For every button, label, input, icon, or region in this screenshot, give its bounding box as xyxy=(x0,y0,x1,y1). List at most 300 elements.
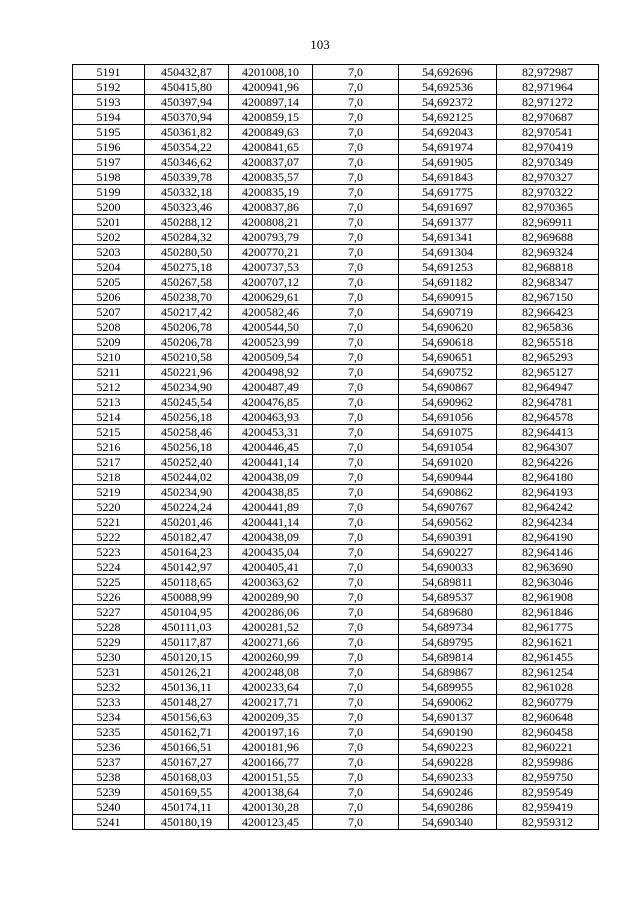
longitude-cell: 82,972987 xyxy=(497,65,599,80)
point-number-cell: 5230 xyxy=(73,650,145,665)
table-row xyxy=(73,290,599,305)
latitude-cell: 54,689680 xyxy=(399,605,497,620)
height-cell: 7,0 xyxy=(313,80,399,95)
latitude-cell: 54,691253 xyxy=(399,260,497,275)
latitude-cell: 54,690228 xyxy=(399,755,497,770)
point-number-cell: 5229 xyxy=(73,635,145,650)
table-row xyxy=(73,755,599,770)
point-number-cell: 5197 xyxy=(73,155,145,170)
longitude-cell: 82,964781 xyxy=(497,395,599,410)
y-coordinate-cell: 4201008,10 xyxy=(229,65,313,80)
y-coordinate-cell: 4200281,52 xyxy=(229,620,313,635)
x-coordinate-cell: 450164,23 xyxy=(145,545,229,560)
table-row xyxy=(73,500,599,515)
latitude-cell: 54,690752 xyxy=(399,365,497,380)
y-coordinate-cell: 4200405,41 xyxy=(229,560,313,575)
table-row xyxy=(73,320,599,335)
longitude-cell: 82,964226 xyxy=(497,455,599,470)
longitude-cell: 82,964242 xyxy=(497,500,599,515)
height-cell: 7,0 xyxy=(313,665,399,680)
latitude-cell: 54,690137 xyxy=(399,710,497,725)
height-cell: 7,0 xyxy=(313,650,399,665)
longitude-cell: 82,971272 xyxy=(497,95,599,110)
table-row xyxy=(73,470,599,485)
y-coordinate-cell: 4200138,64 xyxy=(229,785,313,800)
longitude-cell: 82,965127 xyxy=(497,365,599,380)
point-number-cell: 5234 xyxy=(73,710,145,725)
table-row xyxy=(73,455,599,470)
point-number-cell: 5221 xyxy=(73,515,145,530)
table-row xyxy=(73,65,599,80)
y-coordinate-cell: 4200629,61 xyxy=(229,290,313,305)
y-coordinate-cell: 4200438,09 xyxy=(229,470,313,485)
table-row xyxy=(73,785,599,800)
latitude-cell: 54,690915 xyxy=(399,290,497,305)
point-number-cell: 5235 xyxy=(73,725,145,740)
table-row xyxy=(73,515,599,530)
point-number-cell: 5196 xyxy=(73,140,145,155)
y-coordinate-cell: 4200837,86 xyxy=(229,200,313,215)
table-row xyxy=(73,605,599,620)
point-number-cell: 5225 xyxy=(73,575,145,590)
table-row xyxy=(73,665,599,680)
x-coordinate-cell: 450180,19 xyxy=(145,815,229,830)
height-cell: 7,0 xyxy=(313,125,399,140)
point-number-cell: 5222 xyxy=(73,530,145,545)
x-coordinate-cell: 450167,27 xyxy=(145,755,229,770)
height-cell: 7,0 xyxy=(313,185,399,200)
height-cell: 7,0 xyxy=(313,755,399,770)
x-coordinate-cell: 450156,63 xyxy=(145,710,229,725)
x-coordinate-cell: 450182,47 xyxy=(145,530,229,545)
page-number: 103 xyxy=(310,37,330,52)
x-coordinate-cell: 450234,90 xyxy=(145,380,229,395)
x-coordinate-cell: 450370,94 xyxy=(145,110,229,125)
height-cell: 7,0 xyxy=(313,770,399,785)
longitude-cell: 82,970322 xyxy=(497,185,599,200)
table-row xyxy=(73,365,599,380)
latitude-cell: 54,692372 xyxy=(399,95,497,110)
height-cell: 7,0 xyxy=(313,290,399,305)
y-coordinate-cell: 4200859,15 xyxy=(229,110,313,125)
longitude-cell: 82,959549 xyxy=(497,785,599,800)
point-number-cell: 5193 xyxy=(73,95,145,110)
table-row xyxy=(73,710,599,725)
longitude-cell: 82,960779 xyxy=(497,695,599,710)
height-cell: 7,0 xyxy=(313,260,399,275)
height-cell: 7,0 xyxy=(313,350,399,365)
latitude-cell: 54,689734 xyxy=(399,620,497,635)
y-coordinate-cell: 4200130,28 xyxy=(229,800,313,815)
y-coordinate-cell: 4200197,16 xyxy=(229,725,313,740)
longitude-cell: 82,968347 xyxy=(497,275,599,290)
height-cell: 7,0 xyxy=(313,425,399,440)
table-row xyxy=(73,650,599,665)
y-coordinate-cell: 4200453,31 xyxy=(229,425,313,440)
x-coordinate-cell: 450201,46 xyxy=(145,515,229,530)
latitude-cell: 54,691056 xyxy=(399,410,497,425)
x-coordinate-cell: 450354,22 xyxy=(145,140,229,155)
height-cell: 7,0 xyxy=(313,620,399,635)
x-coordinate-cell: 450432,87 xyxy=(145,65,229,80)
latitude-cell: 54,690227 xyxy=(399,545,497,560)
y-coordinate-cell: 4200260,99 xyxy=(229,650,313,665)
point-number-cell: 5202 xyxy=(73,230,145,245)
y-coordinate-cell: 4200233,64 xyxy=(229,680,313,695)
height-cell: 7,0 xyxy=(313,170,399,185)
longitude-cell: 82,966423 xyxy=(497,305,599,320)
height-cell: 7,0 xyxy=(313,710,399,725)
x-coordinate-cell: 450136,11 xyxy=(145,680,229,695)
height-cell: 7,0 xyxy=(313,110,399,125)
height-cell: 7,0 xyxy=(313,530,399,545)
latitude-cell: 54,689955 xyxy=(399,680,497,695)
y-coordinate-cell: 4200837,07 xyxy=(229,155,313,170)
latitude-cell: 54,691341 xyxy=(399,230,497,245)
x-coordinate-cell: 450288,12 xyxy=(145,215,229,230)
x-coordinate-cell: 450415,80 xyxy=(145,80,229,95)
latitude-cell: 54,689537 xyxy=(399,590,497,605)
table-row xyxy=(73,800,599,815)
point-number-cell: 5238 xyxy=(73,770,145,785)
table-row xyxy=(73,380,599,395)
latitude-cell: 54,692043 xyxy=(399,125,497,140)
latitude-cell: 54,690340 xyxy=(399,815,497,830)
point-number-cell: 5208 xyxy=(73,320,145,335)
latitude-cell: 54,689814 xyxy=(399,650,497,665)
x-coordinate-cell: 450210,58 xyxy=(145,350,229,365)
y-coordinate-cell: 4200737,53 xyxy=(229,260,313,275)
point-number-cell: 5228 xyxy=(73,620,145,635)
longitude-cell: 82,959312 xyxy=(497,815,599,830)
point-number-cell: 5217 xyxy=(73,455,145,470)
y-coordinate-cell: 4200123,45 xyxy=(229,815,313,830)
longitude-cell: 82,961846 xyxy=(497,605,599,620)
x-coordinate-cell: 450088,99 xyxy=(145,590,229,605)
latitude-cell: 54,690246 xyxy=(399,785,497,800)
point-number-cell: 5191 xyxy=(73,65,145,80)
y-coordinate-cell: 4200544,50 xyxy=(229,320,313,335)
longitude-cell: 82,970349 xyxy=(497,155,599,170)
latitude-cell: 54,689867 xyxy=(399,665,497,680)
point-number-cell: 5212 xyxy=(73,380,145,395)
longitude-cell: 82,961775 xyxy=(497,620,599,635)
table-row xyxy=(73,425,599,440)
height-cell: 7,0 xyxy=(313,695,399,710)
height-cell: 7,0 xyxy=(313,380,399,395)
height-cell: 7,0 xyxy=(313,575,399,590)
latitude-cell: 54,690033 xyxy=(399,560,497,575)
latitude-cell: 54,690062 xyxy=(399,695,497,710)
point-number-cell: 5200 xyxy=(73,200,145,215)
latitude-cell: 54,690190 xyxy=(399,725,497,740)
latitude-cell: 54,689795 xyxy=(399,635,497,650)
point-number-cell: 5204 xyxy=(73,260,145,275)
table-row xyxy=(73,770,599,785)
table-row xyxy=(73,440,599,455)
height-cell: 7,0 xyxy=(313,305,399,320)
point-number-cell: 5224 xyxy=(73,560,145,575)
x-coordinate-cell: 450174,11 xyxy=(145,800,229,815)
point-number-cell: 5219 xyxy=(73,485,145,500)
y-coordinate-cell: 4200793,79 xyxy=(229,230,313,245)
point-number-cell: 5218 xyxy=(73,470,145,485)
y-coordinate-cell: 4200476,85 xyxy=(229,395,313,410)
x-coordinate-cell: 450206,78 xyxy=(145,335,229,350)
y-coordinate-cell: 4200441,14 xyxy=(229,515,313,530)
table-row xyxy=(73,545,599,560)
table-row xyxy=(73,635,599,650)
latitude-cell: 54,692696 xyxy=(399,65,497,80)
x-coordinate-cell: 450346,62 xyxy=(145,155,229,170)
point-number-cell: 5206 xyxy=(73,290,145,305)
table-row xyxy=(73,725,599,740)
height-cell: 7,0 xyxy=(313,785,399,800)
table-row xyxy=(73,575,599,590)
latitude-cell: 54,690286 xyxy=(399,800,497,815)
table-row xyxy=(73,590,599,605)
table-row xyxy=(73,680,599,695)
x-coordinate-cell: 450206,78 xyxy=(145,320,229,335)
table-row xyxy=(73,350,599,365)
height-cell: 7,0 xyxy=(313,200,399,215)
table-row xyxy=(73,740,599,755)
x-coordinate-cell: 450397,94 xyxy=(145,95,229,110)
y-coordinate-cell: 4200446,45 xyxy=(229,440,313,455)
height-cell: 7,0 xyxy=(313,500,399,515)
coordinates-table xyxy=(72,64,599,830)
point-number-cell: 5223 xyxy=(73,545,145,560)
y-coordinate-cell: 4200835,57 xyxy=(229,170,313,185)
point-number-cell: 5205 xyxy=(73,275,145,290)
table-row xyxy=(73,125,599,140)
latitude-cell: 54,690233 xyxy=(399,770,497,785)
point-number-cell: 5199 xyxy=(73,185,145,200)
y-coordinate-cell: 4200363,62 xyxy=(229,575,313,590)
point-number-cell: 5239 xyxy=(73,785,145,800)
y-coordinate-cell: 4200441,14 xyxy=(229,455,313,470)
y-coordinate-cell: 4200438,09 xyxy=(229,530,313,545)
table-row xyxy=(73,95,599,110)
latitude-cell: 54,692536 xyxy=(399,80,497,95)
y-coordinate-cell: 4200582,46 xyxy=(229,305,313,320)
longitude-cell: 82,961028 xyxy=(497,680,599,695)
longitude-cell: 82,970687 xyxy=(497,110,599,125)
x-coordinate-cell: 450126,21 xyxy=(145,665,229,680)
latitude-cell: 54,691843 xyxy=(399,170,497,185)
latitude-cell: 54,690618 xyxy=(399,335,497,350)
longitude-cell: 82,959419 xyxy=(497,800,599,815)
x-coordinate-cell: 450323,46 xyxy=(145,200,229,215)
y-coordinate-cell: 4200271,66 xyxy=(229,635,313,650)
latitude-cell: 54,691182 xyxy=(399,275,497,290)
table-row xyxy=(73,485,599,500)
point-number-cell: 5214 xyxy=(73,410,145,425)
height-cell: 7,0 xyxy=(313,605,399,620)
table-row xyxy=(73,245,599,260)
longitude-cell: 82,964947 xyxy=(497,380,599,395)
longitude-cell: 82,964180 xyxy=(497,470,599,485)
y-coordinate-cell: 4200841,65 xyxy=(229,140,313,155)
y-coordinate-cell: 4200286,06 xyxy=(229,605,313,620)
x-coordinate-cell: 450275,18 xyxy=(145,260,229,275)
point-number-cell: 5210 xyxy=(73,350,145,365)
height-cell: 7,0 xyxy=(313,245,399,260)
x-coordinate-cell: 450256,18 xyxy=(145,410,229,425)
point-number-cell: 5236 xyxy=(73,740,145,755)
height-cell: 7,0 xyxy=(313,155,399,170)
longitude-cell: 82,960648 xyxy=(497,710,599,725)
point-number-cell: 5216 xyxy=(73,440,145,455)
point-number-cell: 5240 xyxy=(73,800,145,815)
x-coordinate-cell: 450245,54 xyxy=(145,395,229,410)
latitude-cell: 54,690223 xyxy=(399,740,497,755)
y-coordinate-cell: 4200248,08 xyxy=(229,665,313,680)
latitude-cell: 54,691974 xyxy=(399,140,497,155)
table-row xyxy=(73,815,599,830)
latitude-cell: 54,690391 xyxy=(399,530,497,545)
table-row xyxy=(73,80,599,95)
height-cell: 7,0 xyxy=(313,470,399,485)
point-number-cell: 5232 xyxy=(73,680,145,695)
y-coordinate-cell: 4200707,12 xyxy=(229,275,313,290)
longitude-cell: 82,964413 xyxy=(497,425,599,440)
latitude-cell: 54,691697 xyxy=(399,200,497,215)
height-cell: 7,0 xyxy=(313,65,399,80)
x-coordinate-cell: 450166,51 xyxy=(145,740,229,755)
height-cell: 7,0 xyxy=(313,335,399,350)
height-cell: 7,0 xyxy=(313,815,399,830)
point-number-cell: 5226 xyxy=(73,590,145,605)
latitude-cell: 54,691054 xyxy=(399,440,497,455)
y-coordinate-cell: 4200509,54 xyxy=(229,350,313,365)
height-cell: 7,0 xyxy=(313,590,399,605)
latitude-cell: 54,690719 xyxy=(399,305,497,320)
x-coordinate-cell: 450280,50 xyxy=(145,245,229,260)
table-row xyxy=(73,530,599,545)
latitude-cell: 54,690562 xyxy=(399,515,497,530)
y-coordinate-cell: 4200181,96 xyxy=(229,740,313,755)
longitude-cell: 82,960458 xyxy=(497,725,599,740)
point-number-cell: 5201 xyxy=(73,215,145,230)
longitude-cell: 82,964193 xyxy=(497,485,599,500)
longitude-cell: 82,964578 xyxy=(497,410,599,425)
height-cell: 7,0 xyxy=(313,515,399,530)
x-coordinate-cell: 450256,18 xyxy=(145,440,229,455)
table-row xyxy=(73,620,599,635)
y-coordinate-cell: 4200289,90 xyxy=(229,590,313,605)
longitude-cell: 82,964234 xyxy=(497,515,599,530)
table-row xyxy=(73,260,599,275)
point-number-cell: 5227 xyxy=(73,605,145,620)
longitude-cell: 82,959986 xyxy=(497,755,599,770)
longitude-cell: 82,964190 xyxy=(497,530,599,545)
longitude-cell: 82,961455 xyxy=(497,650,599,665)
y-coordinate-cell: 4200435,04 xyxy=(229,545,313,560)
table-row xyxy=(73,305,599,320)
latitude-cell: 54,690651 xyxy=(399,350,497,365)
longitude-cell: 82,961621 xyxy=(497,635,599,650)
x-coordinate-cell: 450258,46 xyxy=(145,425,229,440)
table-row xyxy=(73,560,599,575)
table-row xyxy=(73,170,599,185)
point-number-cell: 5215 xyxy=(73,425,145,440)
longitude-cell: 82,960221 xyxy=(497,740,599,755)
x-coordinate-cell: 450267,58 xyxy=(145,275,229,290)
height-cell: 7,0 xyxy=(313,215,399,230)
latitude-cell: 54,691905 xyxy=(399,155,497,170)
latitude-cell: 54,691304 xyxy=(399,245,497,260)
latitude-cell: 54,690620 xyxy=(399,320,497,335)
height-cell: 7,0 xyxy=(313,560,399,575)
height-cell: 7,0 xyxy=(313,740,399,755)
height-cell: 7,0 xyxy=(313,410,399,425)
longitude-cell: 82,959750 xyxy=(497,770,599,785)
table-row xyxy=(73,335,599,350)
table-row xyxy=(73,155,599,170)
y-coordinate-cell: 4200770,21 xyxy=(229,245,313,260)
x-coordinate-cell: 450332,18 xyxy=(145,185,229,200)
longitude-cell: 82,967150 xyxy=(497,290,599,305)
x-coordinate-cell: 450244,02 xyxy=(145,470,229,485)
point-number-cell: 5237 xyxy=(73,755,145,770)
longitude-cell: 82,965836 xyxy=(497,320,599,335)
y-coordinate-cell: 4200897,14 xyxy=(229,95,313,110)
height-cell: 7,0 xyxy=(313,545,399,560)
height-cell: 7,0 xyxy=(313,485,399,500)
height-cell: 7,0 xyxy=(313,95,399,110)
x-coordinate-cell: 450238,70 xyxy=(145,290,229,305)
x-coordinate-cell: 450118,65 xyxy=(145,575,229,590)
y-coordinate-cell: 4200487,49 xyxy=(229,380,313,395)
point-number-cell: 5211 xyxy=(73,365,145,380)
table-row xyxy=(73,410,599,425)
height-cell: 7,0 xyxy=(313,395,399,410)
latitude-cell: 54,689811 xyxy=(399,575,497,590)
x-coordinate-cell: 450339,78 xyxy=(145,170,229,185)
y-coordinate-cell: 4200523,99 xyxy=(229,335,313,350)
table-row xyxy=(73,215,599,230)
height-cell: 7,0 xyxy=(313,365,399,380)
longitude-cell: 82,969911 xyxy=(497,215,599,230)
table-row xyxy=(73,395,599,410)
height-cell: 7,0 xyxy=(313,440,399,455)
longitude-cell: 82,961254 xyxy=(497,665,599,680)
x-coordinate-cell: 450217,42 xyxy=(145,305,229,320)
y-coordinate-cell: 4200941,96 xyxy=(229,80,313,95)
x-coordinate-cell: 450162,71 xyxy=(145,725,229,740)
y-coordinate-cell: 4200151,55 xyxy=(229,770,313,785)
x-coordinate-cell: 450252,40 xyxy=(145,455,229,470)
x-coordinate-cell: 450234,90 xyxy=(145,485,229,500)
point-number-cell: 5209 xyxy=(73,335,145,350)
y-coordinate-cell: 4200209,35 xyxy=(229,710,313,725)
table-body xyxy=(73,65,599,830)
point-number-cell: 5194 xyxy=(73,110,145,125)
point-number-cell: 5207 xyxy=(73,305,145,320)
longitude-cell: 82,970365 xyxy=(497,200,599,215)
height-cell: 7,0 xyxy=(313,455,399,470)
table-row xyxy=(73,110,599,125)
x-coordinate-cell: 450224,24 xyxy=(145,500,229,515)
latitude-cell: 54,691075 xyxy=(399,425,497,440)
longitude-cell: 82,964146 xyxy=(497,545,599,560)
table-row xyxy=(73,185,599,200)
height-cell: 7,0 xyxy=(313,230,399,245)
latitude-cell: 54,691377 xyxy=(399,215,497,230)
table-row xyxy=(73,230,599,245)
longitude-cell: 82,970541 xyxy=(497,125,599,140)
